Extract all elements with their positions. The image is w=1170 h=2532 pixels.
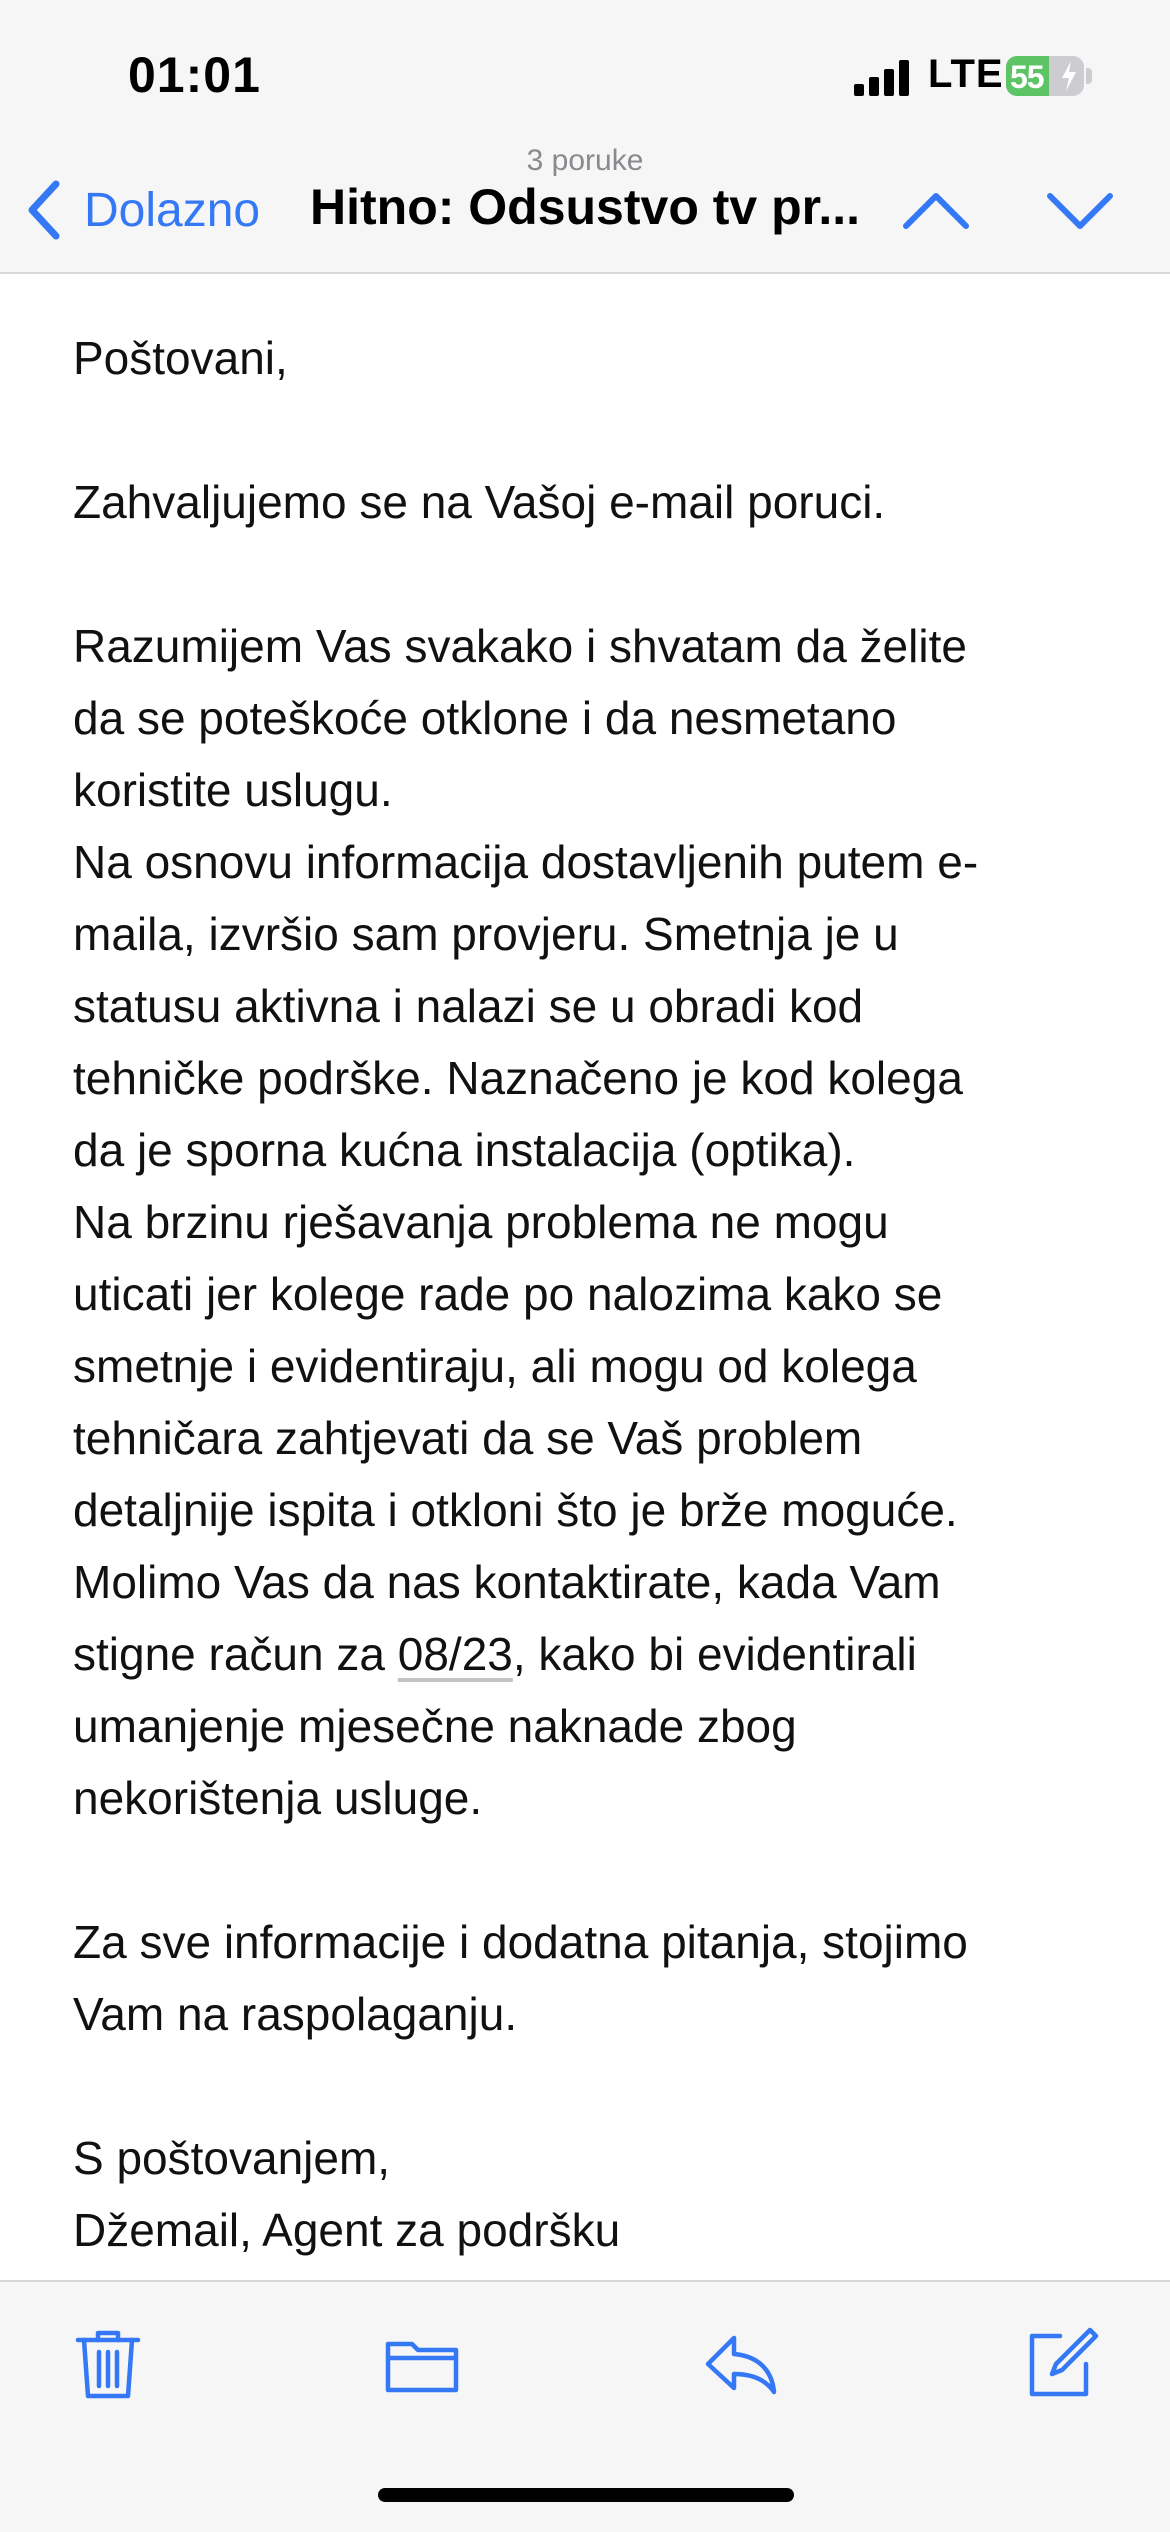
signature: Džemail, Agent za podršku (73, 2204, 621, 2256)
invoice-prefix: stigne račun za (73, 1628, 398, 1680)
text-line (73, 1618, 1103, 1690)
text-line: Na osnovu informacija dostavljenih putem e- (73, 836, 979, 888)
reply-icon[interactable] (700, 2324, 780, 2404)
compose-icon[interactable] (1020, 2324, 1100, 2404)
status-bar (0, 0, 1170, 140)
chevron-left-icon (22, 178, 66, 242)
text-line: detaljnije ispita i otkloni što je brže moguće. (73, 1484, 958, 1536)
text-line: da se poteškoće otklone i da nesmetano (73, 692, 897, 744)
closing: S poštovanjem, (73, 2132, 391, 2184)
next-message-button[interactable] (1040, 180, 1120, 240)
network-type: LTE (928, 52, 1004, 96)
text-line: Razumijem Vas svakako i shvatam da želite (73, 620, 967, 672)
text-line: Molimo Vas da nas kontaktirate, kada Vam (73, 1556, 941, 1608)
text-line: nekorištenja usluge. (73, 1772, 483, 1824)
back-button[interactable] (22, 174, 260, 246)
status-time: 01:01 (128, 47, 261, 103)
text-line: tehničara zahtjevati da se Vaš problem (73, 1412, 863, 1464)
home-indicator[interactable] (378, 2488, 794, 2502)
text-line: koristite uslugu. (73, 764, 393, 816)
text-line: smetnje i evidentiraju, ali mogu od kolega (73, 1340, 917, 1392)
date-detector-link[interactable]: 08/23 (397, 1628, 513, 1680)
text-line: maila, izvršio sam provjeru. Smetnja je u (73, 908, 899, 960)
message-body (73, 322, 1103, 2266)
text-line: tehničke podrške. Naznačeno je kod kolega (73, 1052, 963, 1104)
blank-line (73, 394, 1103, 466)
thread-message-count: 3 poruke (526, 144, 644, 177)
nav-bar (0, 140, 1170, 274)
battery-icon (1006, 56, 1084, 96)
battery-cap (1086, 68, 1092, 84)
greeting: Poštovani, (73, 332, 288, 384)
trash-icon[interactable] (68, 2324, 148, 2404)
previous-message-button[interactable] (896, 180, 976, 240)
text-line: umanjenje mjesečne naknade zbog (73, 1700, 797, 1752)
back-button-label: Dolazno (84, 183, 261, 237)
paragraph-thanks: Zahvaljujemo se na Vašoj e-mail poruci. (73, 476, 886, 528)
paragraph-main (73, 610, 1103, 1834)
thread-title: Hitno: Odsustvo tv pr... (310, 179, 861, 235)
text-line: Vam na raspolaganju. (73, 1988, 518, 2040)
blank-line (73, 538, 1103, 610)
charging-bolt-icon (1060, 60, 1078, 92)
text-line: Za sve informacije i dodatna pitanja, stojimo (73, 1916, 968, 1968)
battery-level: 55 (1010, 59, 1044, 95)
cellular-signal-icon (854, 60, 914, 96)
invoice-suffix: , kako bi evidentirali (512, 1628, 917, 1680)
text-line: Na brzinu rješavanja problema ne mogu (73, 1196, 889, 1248)
text-line: uticati jer kolege rade po nalozima kako se (73, 1268, 943, 1320)
blank-line (73, 1834, 1103, 1906)
text-line: da je sporna kućna instalacija (optika). (73, 1124, 856, 1176)
blank-line (73, 2050, 1103, 2122)
folder-icon[interactable] (382, 2324, 462, 2404)
text-line: statusu aktivna i nalazi se u obradi kod (73, 980, 864, 1032)
top-chrome (0, 0, 1170, 274)
paragraph-info (73, 1906, 1103, 2050)
